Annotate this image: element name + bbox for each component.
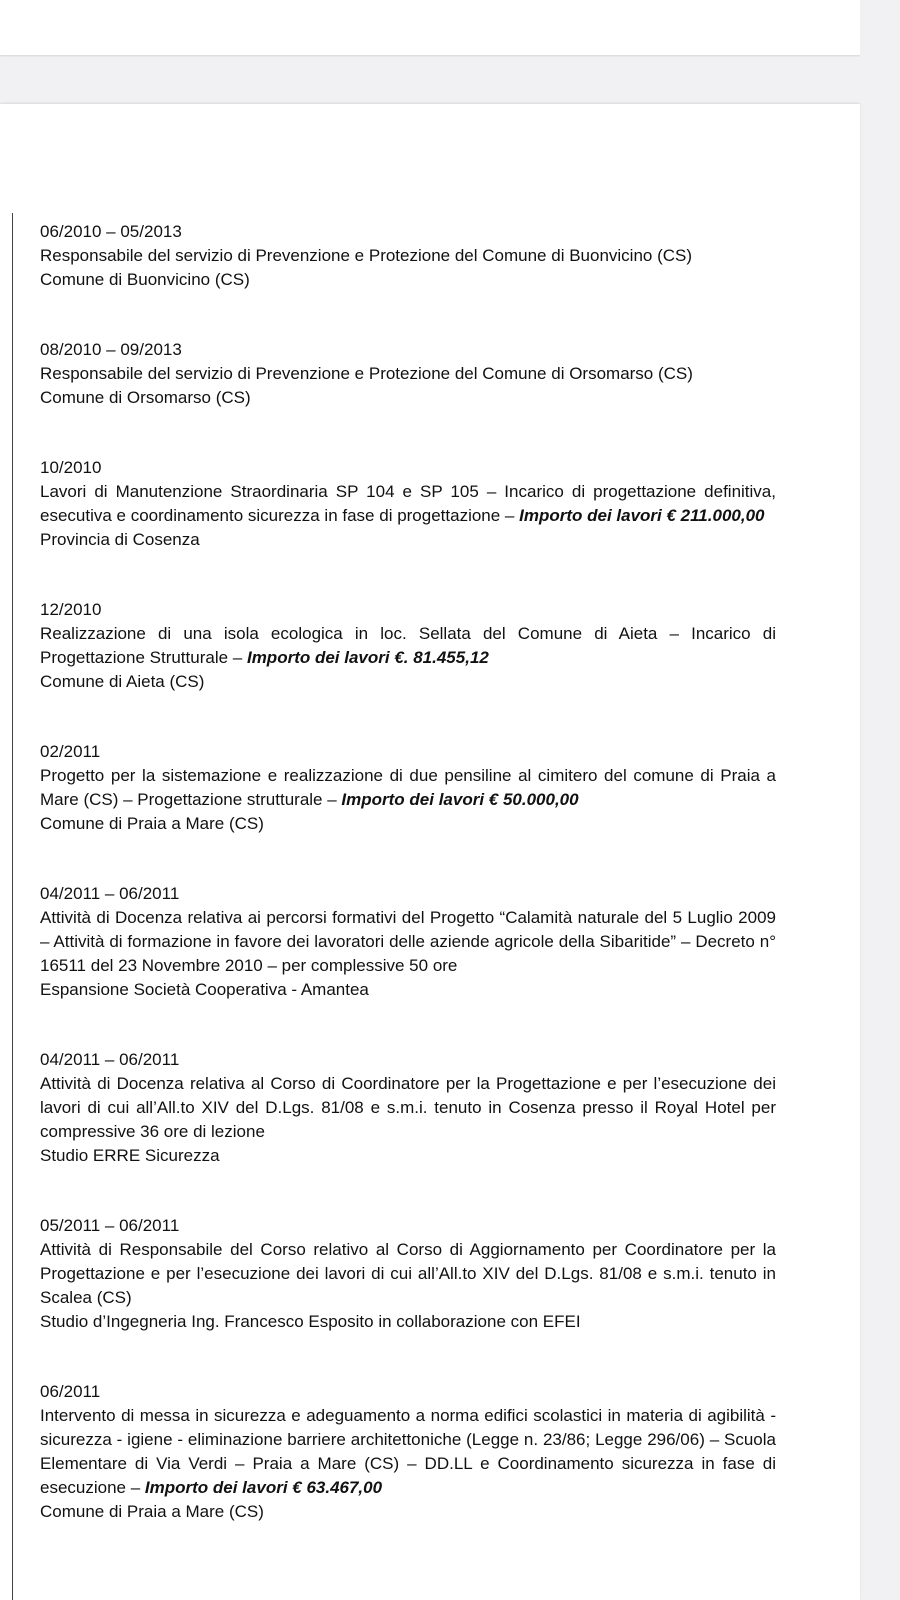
- entry-date: 08/2010 – 09/2013: [40, 340, 182, 359]
- entry-date: 12/2010: [40, 600, 102, 619]
- experience-entry: [40, 456, 776, 552]
- experience-entry: [40, 1048, 776, 1168]
- entry-description-text: Responsabile del servizio di Prevenzione e Protezione del Comune di Orsomarso (CS): [40, 364, 693, 383]
- entry-description: [40, 362, 776, 386]
- entry-description: [40, 1404, 776, 1500]
- experience-list: [40, 220, 776, 1524]
- entry-description-text: Attività di Responsabile del Corso relativo al Corso di Aggiornamento per Coordinatore per la Progettazione e per l’esecuzione dei lavori di cui all’All.to XIV del D.Lgs. 81/08 e s.m.i. tenuto in Scalea (CS): [40, 1240, 776, 1307]
- entry-description-text: Intervento di messa in sicurezza e adeguamento a norma edifici scolastici in materia di agibilità - sicurezza - igiene - eliminazione barriere architettoniche (Legge n. 23/86; Legge 296/06) – Scuola Elementare di Via Verdi – Praia a Mare (CS) – DD.LL e Coordinamento sicurezza in fase di esecuzione –: [40, 1406, 776, 1497]
- experience-entry: [40, 1380, 776, 1524]
- entry-employer: Comune di Praia a Mare (CS): [40, 814, 264, 833]
- entry-amount: Importo dei lavori € 50.000,00: [341, 790, 579, 809]
- page-separator: [0, 57, 860, 104]
- entry-employer: Comune di Orsomarso (CS): [40, 388, 251, 407]
- entry-description: [40, 1238, 776, 1310]
- entry-description: [40, 244, 776, 268]
- entry-employer: Provincia di Cosenza: [40, 530, 200, 549]
- entry-description-text: Attività di Docenza relativa al Corso di Coordinatore per la Progettazione e per l’esecuzione dei lavori di cui all’All.to XIV del D.Lgs. 81/08 e s.m.i. tenuto in Cosenza presso il Royal Hotel per compressive 36 ore di lezione: [40, 1074, 776, 1141]
- entry-description: [40, 764, 776, 812]
- entry-description: [40, 906, 776, 978]
- right-scroll-gutter[interactable]: [860, 0, 900, 1600]
- experience-entry: [40, 338, 776, 410]
- entry-employer: Comune di Buonvicino (CS): [40, 270, 250, 289]
- entry-description: [40, 480, 776, 528]
- entry-employer: Comune di Praia a Mare (CS): [40, 1502, 264, 1521]
- entry-date: 06/2011: [40, 1382, 101, 1401]
- entry-date: 04/2011 – 06/2011: [40, 884, 180, 903]
- entry-description-text: Attività di Docenza relativa ai percorsi formativi del Progetto “Calamità naturale del 5 Luglio 2009 – Attività di formazione in favore dei lavoratori delle aziende agricole della Sibaritide” – Decreto n° 16511 del 23 Novembre 2010 – per complessive 50 ore: [40, 908, 776, 975]
- entry-date: 05/2011 – 06/2011: [40, 1216, 180, 1235]
- entry-description: [40, 622, 776, 670]
- entry-date: 04/2011 – 06/2011: [40, 1050, 180, 1069]
- entry-description-text: Lavori di Manutenzione Straordinaria SP 104 e SP 105 – Incarico di progettazione definitiva, esecutiva e coordinamento sicurezza in fase di progettazione –: [40, 482, 776, 525]
- left-border-rule: [12, 213, 13, 1600]
- entry-amount: Importo dei lavori €. 81.455,12: [246, 648, 489, 667]
- entry-employer: Comune di Aieta (CS): [40, 672, 205, 691]
- entry-amount: Importo dei lavori € 63.467,00: [144, 1478, 383, 1497]
- experience-entry: [40, 220, 776, 292]
- entry-employer: Studio ERRE Sicurezza: [40, 1146, 220, 1165]
- entry-description-text: Progetto per la sistemazione e realizzazione di due pensiline al cimitero del comune di Praia a Mare (CS) – Progettazione strutturale –: [40, 766, 776, 809]
- entry-date: 02/2011: [40, 742, 101, 761]
- entry-date: 10/2010: [40, 458, 102, 477]
- experience-entry: [40, 882, 776, 1002]
- entry-description-text: Realizzazione di una isola ecologica in loc. Sellata del Comune di Aieta – Incarico di Progettazione Strutturale –: [40, 624, 776, 667]
- experience-entry: [40, 1214, 776, 1334]
- experience-entry: [40, 598, 776, 694]
- entry-employer: Espansione Società Cooperativa - Amantea: [40, 980, 369, 999]
- entry-description-text: Responsabile del servizio di Prevenzione e Protezione del Comune di Buonvicino (CS): [40, 246, 693, 265]
- entry-date: 06/2010 – 05/2013: [40, 222, 182, 241]
- entry-amount: Importo dei lavori € 211.000,00: [519, 506, 765, 525]
- experience-entry: [40, 740, 776, 836]
- top-toolbar-card: [0, 0, 860, 55]
- entry-description: [40, 1072, 776, 1144]
- entry-employer: Studio d’Ingegneria Ing. Francesco Esposito in collaborazione con EFEI: [40, 1312, 581, 1331]
